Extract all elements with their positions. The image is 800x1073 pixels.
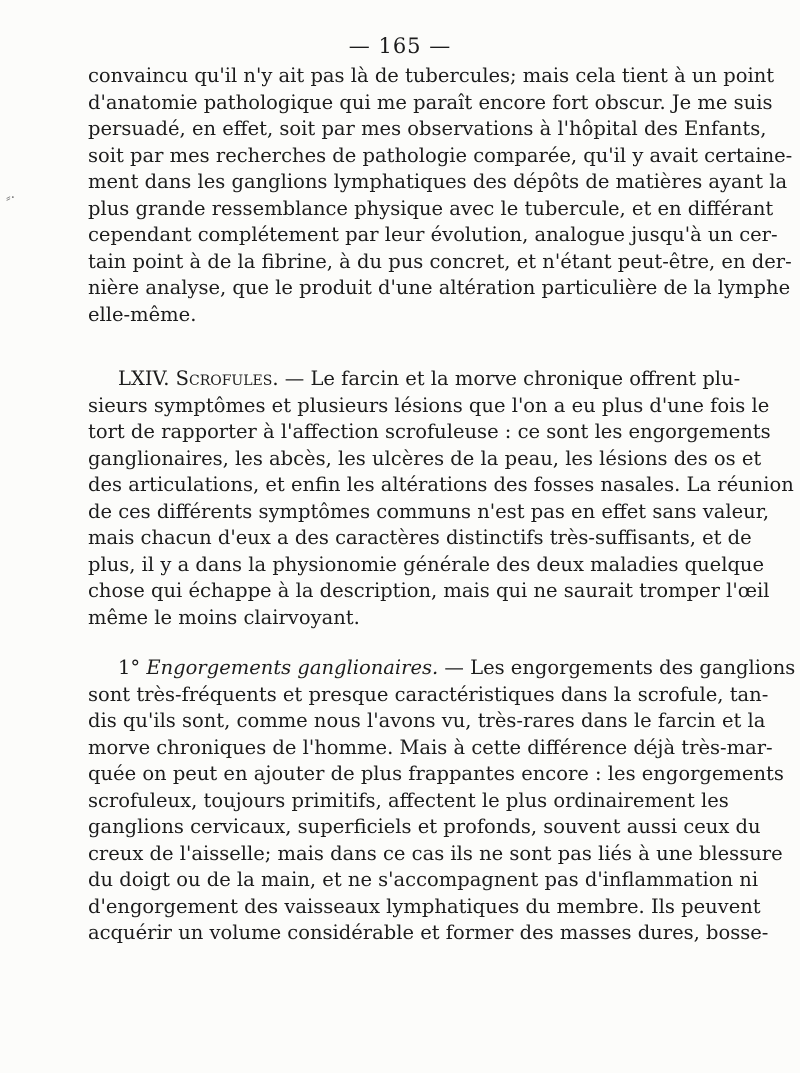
text-line: ganglions cervicaux, superficiels et profonds, souvent aussi ceux du [88, 815, 761, 838]
text-line: chose qui échappe à la description, mais qui ne saurait tromper l'œil [88, 579, 770, 602]
text-line: dis qu'ils sont, comme nous l'avons vu, très-rares dans le farcin et la [88, 709, 766, 732]
section-lxiv [88, 366, 794, 631]
text-line: sont très-fréquents et presque caractéristiques dans la scrofule, tan- [88, 682, 769, 706]
text-line: convaincu qu'il n'y ait pas là de tubercules; mais cela tient à un point [88, 64, 775, 87]
section-heading-line [88, 655, 796, 682]
text-line: tort de rapporter à l'affection scrofuleuse : ce sont les engorgements [88, 420, 771, 443]
text-line: d'anatomie pathologique qui me paraît encore fort obscur. Je me suis [88, 90, 773, 114]
text-line: acquérir un volume considérable et former des masses dures, bosse- [88, 921, 769, 944]
text-line: ment dans les ganglions lymphatiques des dépôts de matières ayant la [88, 170, 788, 193]
text-line: scrofuleux, toujours primitifs, affectent le plus ordinairement les [88, 788, 729, 812]
text-line: plus, il y a dans la physionomie générale des deux maladies quelque [88, 552, 765, 576]
section-heading-line [88, 366, 741, 393]
text-line: mais chacun d'eux a des caractères distinctifs très-suffisants, et de [88, 526, 752, 549]
section-title: Engorgements ganglionaires. [146, 656, 439, 679]
text-line: cependant complétement par leur évolution, analogue jusqu'à un cer- [88, 223, 778, 246]
text-line: de ces différents symptômes communs n'est pas en effet sans valeur, [88, 499, 770, 523]
section-engorgements [88, 655, 796, 947]
text-line: plus grande ressemblance physique avec le tubercule, et en différant [88, 196, 774, 220]
text-line: du doigt ou de la main, et ne s'accompagnent pas d'inflammation ni [88, 868, 759, 891]
text-line: persuadé, en effet, soit par mes observations à l'hôpital des Enfants, [88, 117, 767, 140]
page-number: — 165 — [348, 34, 452, 58]
text-line: morve chroniques de l'homme. Mais à cette différence déjà très-mar- [88, 735, 773, 759]
text-line: — Les engorgements des ganglions [438, 656, 796, 679]
text-line: ganglionaires, les abcès, les ulcères de la peau, les lésions des os et [88, 446, 762, 470]
paragraph-continuation [88, 63, 793, 328]
text-line: elle-même. [88, 302, 197, 326]
text-line: nière analyse, que le produit d'une altération particulière de la lymphe [88, 276, 791, 299]
text-line: sieurs symptômes et plusieurs lésions que l'on a eu plus d'une fois le [88, 393, 770, 417]
section-number: LXIV. [118, 367, 170, 390]
text-line: quée on peut en ajouter de plus frappantes encore : les engorgements [88, 762, 784, 785]
text-line: — Le farcin et la morve chronique offrent plu- [278, 367, 741, 390]
text-line: tain point à de la fibrine, à du pus concret, et n'étant peut-être, en der- [88, 249, 792, 273]
text-line: des articulations, et enfin les altérations des fosses nasales. La réunion [88, 473, 794, 496]
margin-ink-mark: ⸗· [6, 190, 16, 206]
text-line: d'engorgement des vaisseaux lymphatiques du membre. Ils peuvent [88, 894, 761, 918]
text-line: soit par mes recherches de pathologie comparée, qu'il y avait certaine- [88, 143, 793, 167]
section-title: Scrofules. [175, 367, 279, 390]
section-number: 1° [118, 656, 141, 679]
text-line: même le moins clairvoyant. [88, 605, 360, 629]
text-line: creux de l'aisselle; mais dans ce cas ils ne sont pas liés à une blessure [88, 841, 783, 865]
